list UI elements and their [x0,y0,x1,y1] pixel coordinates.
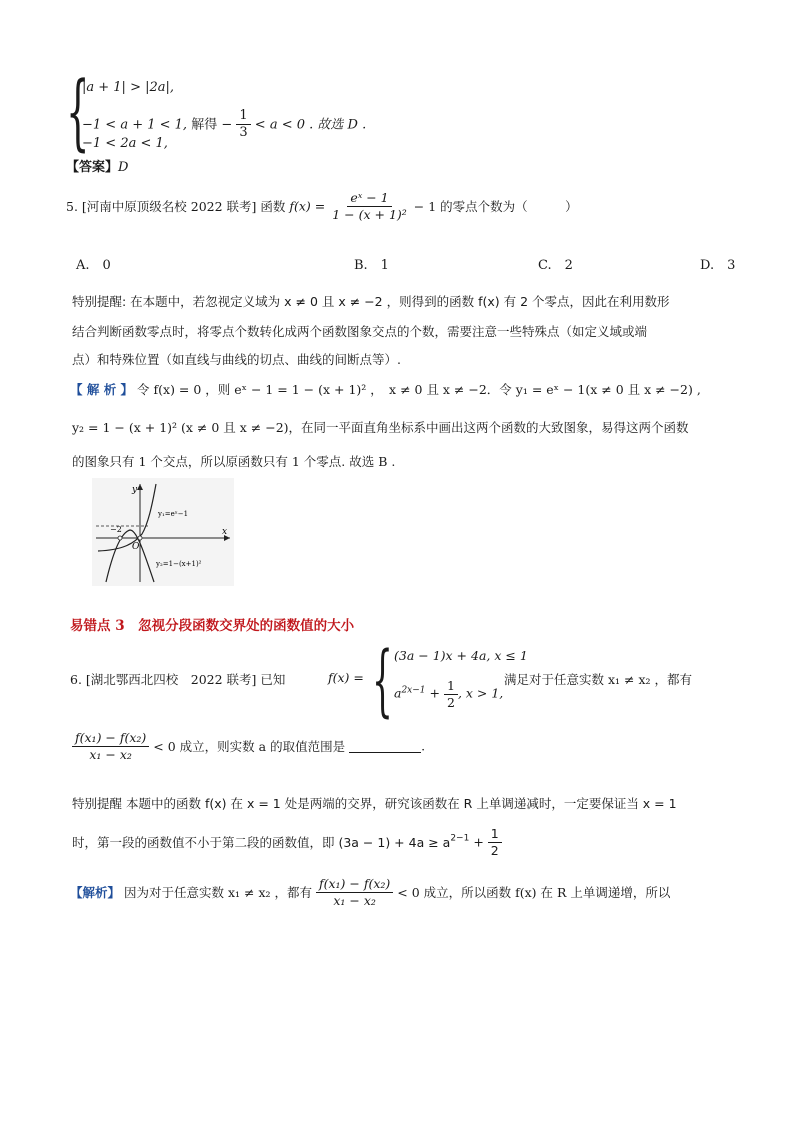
question-6 [70,636,750,726]
tip6-line-2 [72,826,502,858]
q6-case2-num: 1 [444,678,458,695]
tip6-frac-den: 2 [490,842,499,858]
open-point-left [118,536,122,540]
q5-option-c: C. 2 [538,258,573,273]
q6-case2-frac [444,678,458,710]
frac-den: 3 [239,125,248,141]
tip6-frac [488,826,502,858]
answer-value: D [118,160,129,175]
q5-head: 5. [河南中原顶级名校 2022 联考] 函数 [66,199,286,215]
answer-line [66,156,128,175]
q6-head: 6. [湖北鄂西北四校 2022 联考] 已知 [70,672,286,687]
solve-text: 解得 − [191,117,233,133]
fraction-one-third [236,108,250,142]
q5-frac-num: eˣ − 1 [347,190,391,207]
q6-condition [72,730,425,762]
sol6-line [70,876,670,908]
graph-svg [92,478,234,586]
y-arrow [137,484,143,490]
q5-fraction [329,190,410,222]
q6-case2-den: 2 [446,694,455,710]
sol6-text-b: < 0 成立，所以函数 f(x) 在 R 上单调递增，所以 [397,885,671,901]
open-point-origin [138,536,142,540]
q6-case2-cond: , x > 1, [457,685,504,701]
q6-case2-base: a [394,685,402,701]
q6-cond-tail: < 0 成立，则实数 a 的取值范围是 [153,739,346,755]
sol6-label: 【解析】 [70,885,121,901]
y1-label: y₁=eˣ−1 [158,510,189,518]
section-title: 易错点 3 忽视分段函数交界处的函数值的大小 [70,618,355,634]
tick-label: −2 [110,525,122,534]
q5-fx: f(x) = [289,198,326,214]
q5-option-a: A. 0 [76,258,111,273]
sol6-frac-num: f(x₁) − f(x₂) [316,876,393,893]
sol5-label: 【 解 析 】 [70,382,134,397]
q6-case-2 [394,678,503,710]
y2-label: y₂=1−(x+1)² [156,560,202,568]
q6-tail: 满足对于任意实数 x₁ ≠ x₂ ，都有 [504,672,692,687]
origin-label: O [132,542,140,552]
q6-fx: f(x) = [328,670,364,685]
q5-option-b: B. 1 [354,258,389,273]
q5-option-d: D. 3 [700,258,736,273]
frac-num: 1 [236,108,250,125]
tip5-line-2: 结合判断函数零点时，将零点个数转化成两个函数图象交点的个数，需要注意一些特殊点（如定义域或端 [72,324,648,339]
tip5-line-1: 特别提醒: 在本题中，若忽视定义域为 x ≠ 0 且 x ≠ −2 ，则得到的函数 f(x) 有 2 个零点，因此在利用数形 [72,294,670,309]
tip6-plus: + [473,834,484,850]
tip6-line2-text: 时，第一段的函数值不小于第二段的函数值，即 (3a − 1) + 4a ≥ a [72,835,451,851]
system-line-1: |a + 1| > |2a|, [82,80,175,95]
answer-label: 【答案】 [66,160,119,175]
system-line-2-text: −1 < a + 1 < 1, [82,117,188,133]
curve-y1 [98,484,156,551]
sol5-line-1 [70,380,701,398]
q5-tail: − 1 的零点个数为（ ） [413,199,578,215]
axis-x-label: x [222,527,228,537]
axis-y-label: y [132,485,138,495]
system-line-2-result: < a < 0 . 故选 D . [254,117,367,133]
left-brace: { [66,65,90,160]
q6-brace: { [372,636,393,726]
q6-case2-exp: 2x−1 [401,685,426,696]
q6-cond-frac [72,730,149,762]
q6-cond-den: x₁ − x₂ [89,746,132,762]
tip6-line-1: 特别提醒 本题中的函数 f(x) 在 x = 1 处是两端的交界，研究该函数在 R 上单调递减时，一定要保证当 x = 1 [72,796,677,811]
q6-case-1: (3a − 1)x + 4a, x ≤ 1 [394,648,528,663]
function-graph [92,478,234,586]
sol5-line-2: y₂ = 1 − (x + 1)² (x ≠ 0 且 x ≠ −2)，在同一平面直角坐标系中画出这两个函数的大致图象，易得这两个函数 [72,420,689,435]
sol6-text-a: 因为对于任意实数 x₁ ≠ x₂ ，都有 [124,885,312,901]
system-line-3: −1 < 2a < 1, [82,136,168,151]
q6-cond-num: f(x₁) − f(x₂) [72,730,149,747]
tip6-frac-num: 1 [488,826,502,843]
question-5 [66,190,578,222]
q6-cond-end: . [421,738,426,754]
q5-frac-den: 1 − (x + 1)² [332,206,407,222]
sol6-frac-den: x₁ − x₂ [333,892,376,908]
sol6-frac [316,876,393,908]
q6-case2-plus: + [429,685,440,701]
tip6-exp: 2−1 [450,833,470,844]
sol5-line-3: 的图象只有 1 个交点，所以原函数只有 1 个零点. 故选 B . [72,454,396,469]
tip5-line-3: 点）和特殊位置（如直线与曲线的切点、曲线的间断点等）. [72,352,401,367]
answer-blank[interactable] [349,740,421,753]
sol5-text-1: 令 f(x) = 0 ，则 eˣ − 1 = 1 − (x + 1)² ， x ≠ 0 且 x ≠ −2．令 y₁ = eˣ − 1(x ≠ 0 且 x ≠ −2) , [137,382,701,397]
